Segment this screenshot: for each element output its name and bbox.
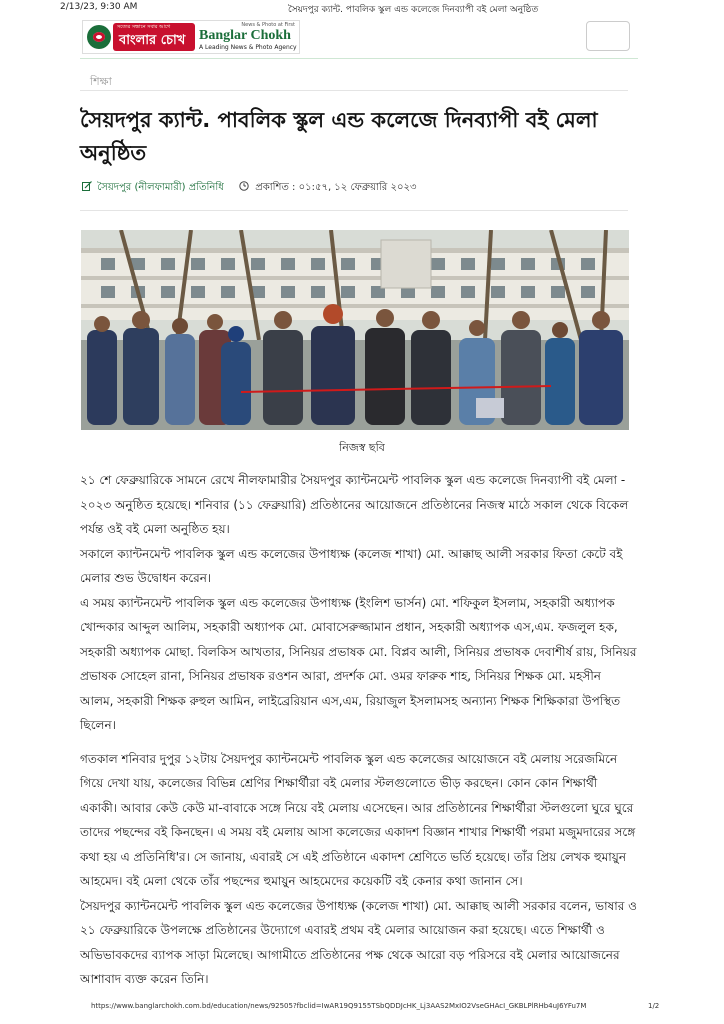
category-divider [80,90,628,91]
print-header [0,0,724,14]
site-header [80,18,638,58]
logo-english [199,22,297,52]
published-date: প্রকাশিত : ০১:৫৭, ১২ ফেব্রুয়ারি ২০২৩ [255,182,417,193]
page-number: 1/2 [648,1002,660,1010]
photo-caption: নিজস্ব ছবি [339,441,385,454]
article-photo [81,230,629,430]
eye-logo-icon [87,25,111,49]
article-body [80,468,638,992]
article-paragraph: এ সময় ক্যান্টনমেন্ট পাবলিক স্কুল এন্ড কলেজের উপাধ্যক্ষ (ইংলিশ ভার্সন) মো. শফিকুল ইসলাম, সহকারী অধ্যাপক খোন্দকার আব্দুল আলিম, সহকারী অধ্যাপক মো. মোবাসেরুজ্জামান প্রধান, সহকারী অধ্যাপক এস,এম. ফজলুল হক, সহকারী অধ্যাপক মোছা. বিলকিস আখতার, সিনিয়র প্রভাষক মো. বিপ্লব আলী, সিনিয়র প্রভাষক দেবাশীর্ষ রায়, সিনিয়র প্রভাষক সোহেল রানা, সিনিয়র প্রভাষক রওশন আরা, প্রদর্শক মো. ওমর ফারুক শাহ, সিনিয়র শিক্ষক মো. মহসীন আলম, সহকারী শিক্ষক রুহুল আমিন, লাইব্রেরিয়ান এস,এম, রিয়াজুল ইসলামসহ অন্যান্য শিক্ষক শিক্ষিকারা উপস্থিত ছিলেন। [80,595,637,732]
article-paragraph: গতকাল শনিবার দুপুর ১২টায় সৈয়দপুর ক্যান্টনমেন্ট পাবলিক স্কুল এন্ড কলেজের আয়োজনে বই মেলায় সরেজমিনে গিয়ে দেখা যায়, কলেজের বিভিন্ন শ্রেণির শিক্ষার্থীরা বই মেলার স্টলগুলোতে ভীড় করছেন। কোন কোন শিক্ষার্থী একাকী। আবার কেউ কেউ মা-বাবাকে সঙ্গে নিয়ে বই মেলায় এসেছেন। আর প্রতিষ্ঠানের শিক্ষার্থীরা স্টলগুলো ঘুরে ঘুরে তাদের পছন্দের বই কিনছেন। এ সময় বই মেলায় আসা কলেজের একাদশ বিজ্ঞান শাখার শিক্ষার্থী পরমা মজুমদারের সঙ্গে কথা হয় এ প্রতিনিধি'র। সে জানায়, এবারই সে এই প্রতিষ্ঠানে একাদশ শ্রেণিতে ভর্তি হয়েছে। তাঁর প্রিয় লেখক হুমায়ুন আহমেদ। বই মেলা থেকে তাঁর পছন্দের হুমায়ুন আহমেদের কয়েকটি বই কেনার কথা জানান সে। [80,751,636,888]
logo-english-tagline: News & Photo at First [241,22,295,28]
page-url: https://www.banglarchokh.com.bd/education/news/92505?fbclid=IwAR19Q9155TSbQDDJcHK_Lj3AAS2MxIO2VseGHAcI_GKBLPlRHb4uJ6YFu7M [91,1002,587,1010]
menu-button[interactable] [586,21,630,51]
article-meta [82,180,417,197]
logo-bangla [113,23,195,51]
print-page-title: সৈয়দপুর ক্যান্ট. পাবলিক স্কুল এন্ড কলেজে দিনব্যাপী বই মেলা অনুষ্ঠিত [288,5,539,15]
logo-bangla-tagline: সত্যের সন্ধানে সবার আগে [117,24,171,30]
meta-divider [80,210,628,211]
category-label[interactable]: শিক্ষা [90,75,112,88]
author-link[interactable]: সৈয়দপুর (নীলফামারী) প্রতিনিধি [97,182,224,193]
site-logo[interactable] [82,20,300,54]
article-paragraph: সকালে ক্যান্টনমেন্ট পাবলিক স্কুল এন্ড কলেজের উপাধ্যক্ষ (কলেজ শাখা) মো. আক্কাছ আলী সরকার ফিতা কেটে বই মেলার শুভ উদ্বোধন করেন। [80,546,623,585]
hamburger-icon [587,22,629,50]
ribbon-cutting-photo [81,230,629,430]
article-paragraph: সৈয়দপুর ক্যান্টনমেন্ট পাবলিক স্কুল এন্ড কলেজের উপাধ্যক্ষ (কলেজ শাখা) মো. আক্কাছ আলী সরকার বলেন, ভাষার ও ২১ ফেব্রুয়ারিকে উপলক্ষে প্রতিষ্ঠানের উদ্যোগে এবারই প্রথম বই মেলার আয়োজন করা হয়েছে। এতে শিক্ষার্থী ও অভিভাবকদের ব্যাপক সাড়া মিলেছে। আগামীতে প্রতিষ্ঠানের পক্ষ থেকে আরো বড় পরিসরে বই মেলার আয়োজনের আশাবাদ ব্যক্ত করেন তিনি। [80,898,637,986]
logo-english-subtitle: A Leading News & Photo Agency [199,44,297,51]
logo-bangla-name: বাংলার চোখ [119,33,186,48]
header-divider [80,58,638,59]
clock-icon [239,181,249,191]
logo-english-name: Banglar Chokh [199,28,291,43]
print-footer [0,1000,724,1014]
article-headline: সৈয়দপুর ক্যান্ট. পাবলিক স্কুল এন্ড কলেজে দিনব্যাপী বই মেলা অনুষ্ঠিত [80,108,598,165]
edit-icon [82,181,92,191]
print-timestamp: 2/13/23, 9:30 AM [60,2,138,12]
article-paragraph: ২১ শে ফেব্রুয়ারিকে সামনে রেখে নীলফামারীর সৈয়দপুর ক্যান্টনমেন্ট পাবলিক স্কুল এন্ড কলেজে দিনব্যাপী বই মেলা - ২০২৩ অনুষ্ঠিত হয়েছে। শনিবার (১১ ফেব্রুয়ারি) প্রতিষ্ঠানের আয়োজনে প্রতিষ্ঠানের নিজস্ব মাঠে সকাল থেকে বিকেল পর্যন্ত ওই বই মেলা অনুষ্ঠিত হয়। [80,473,629,536]
